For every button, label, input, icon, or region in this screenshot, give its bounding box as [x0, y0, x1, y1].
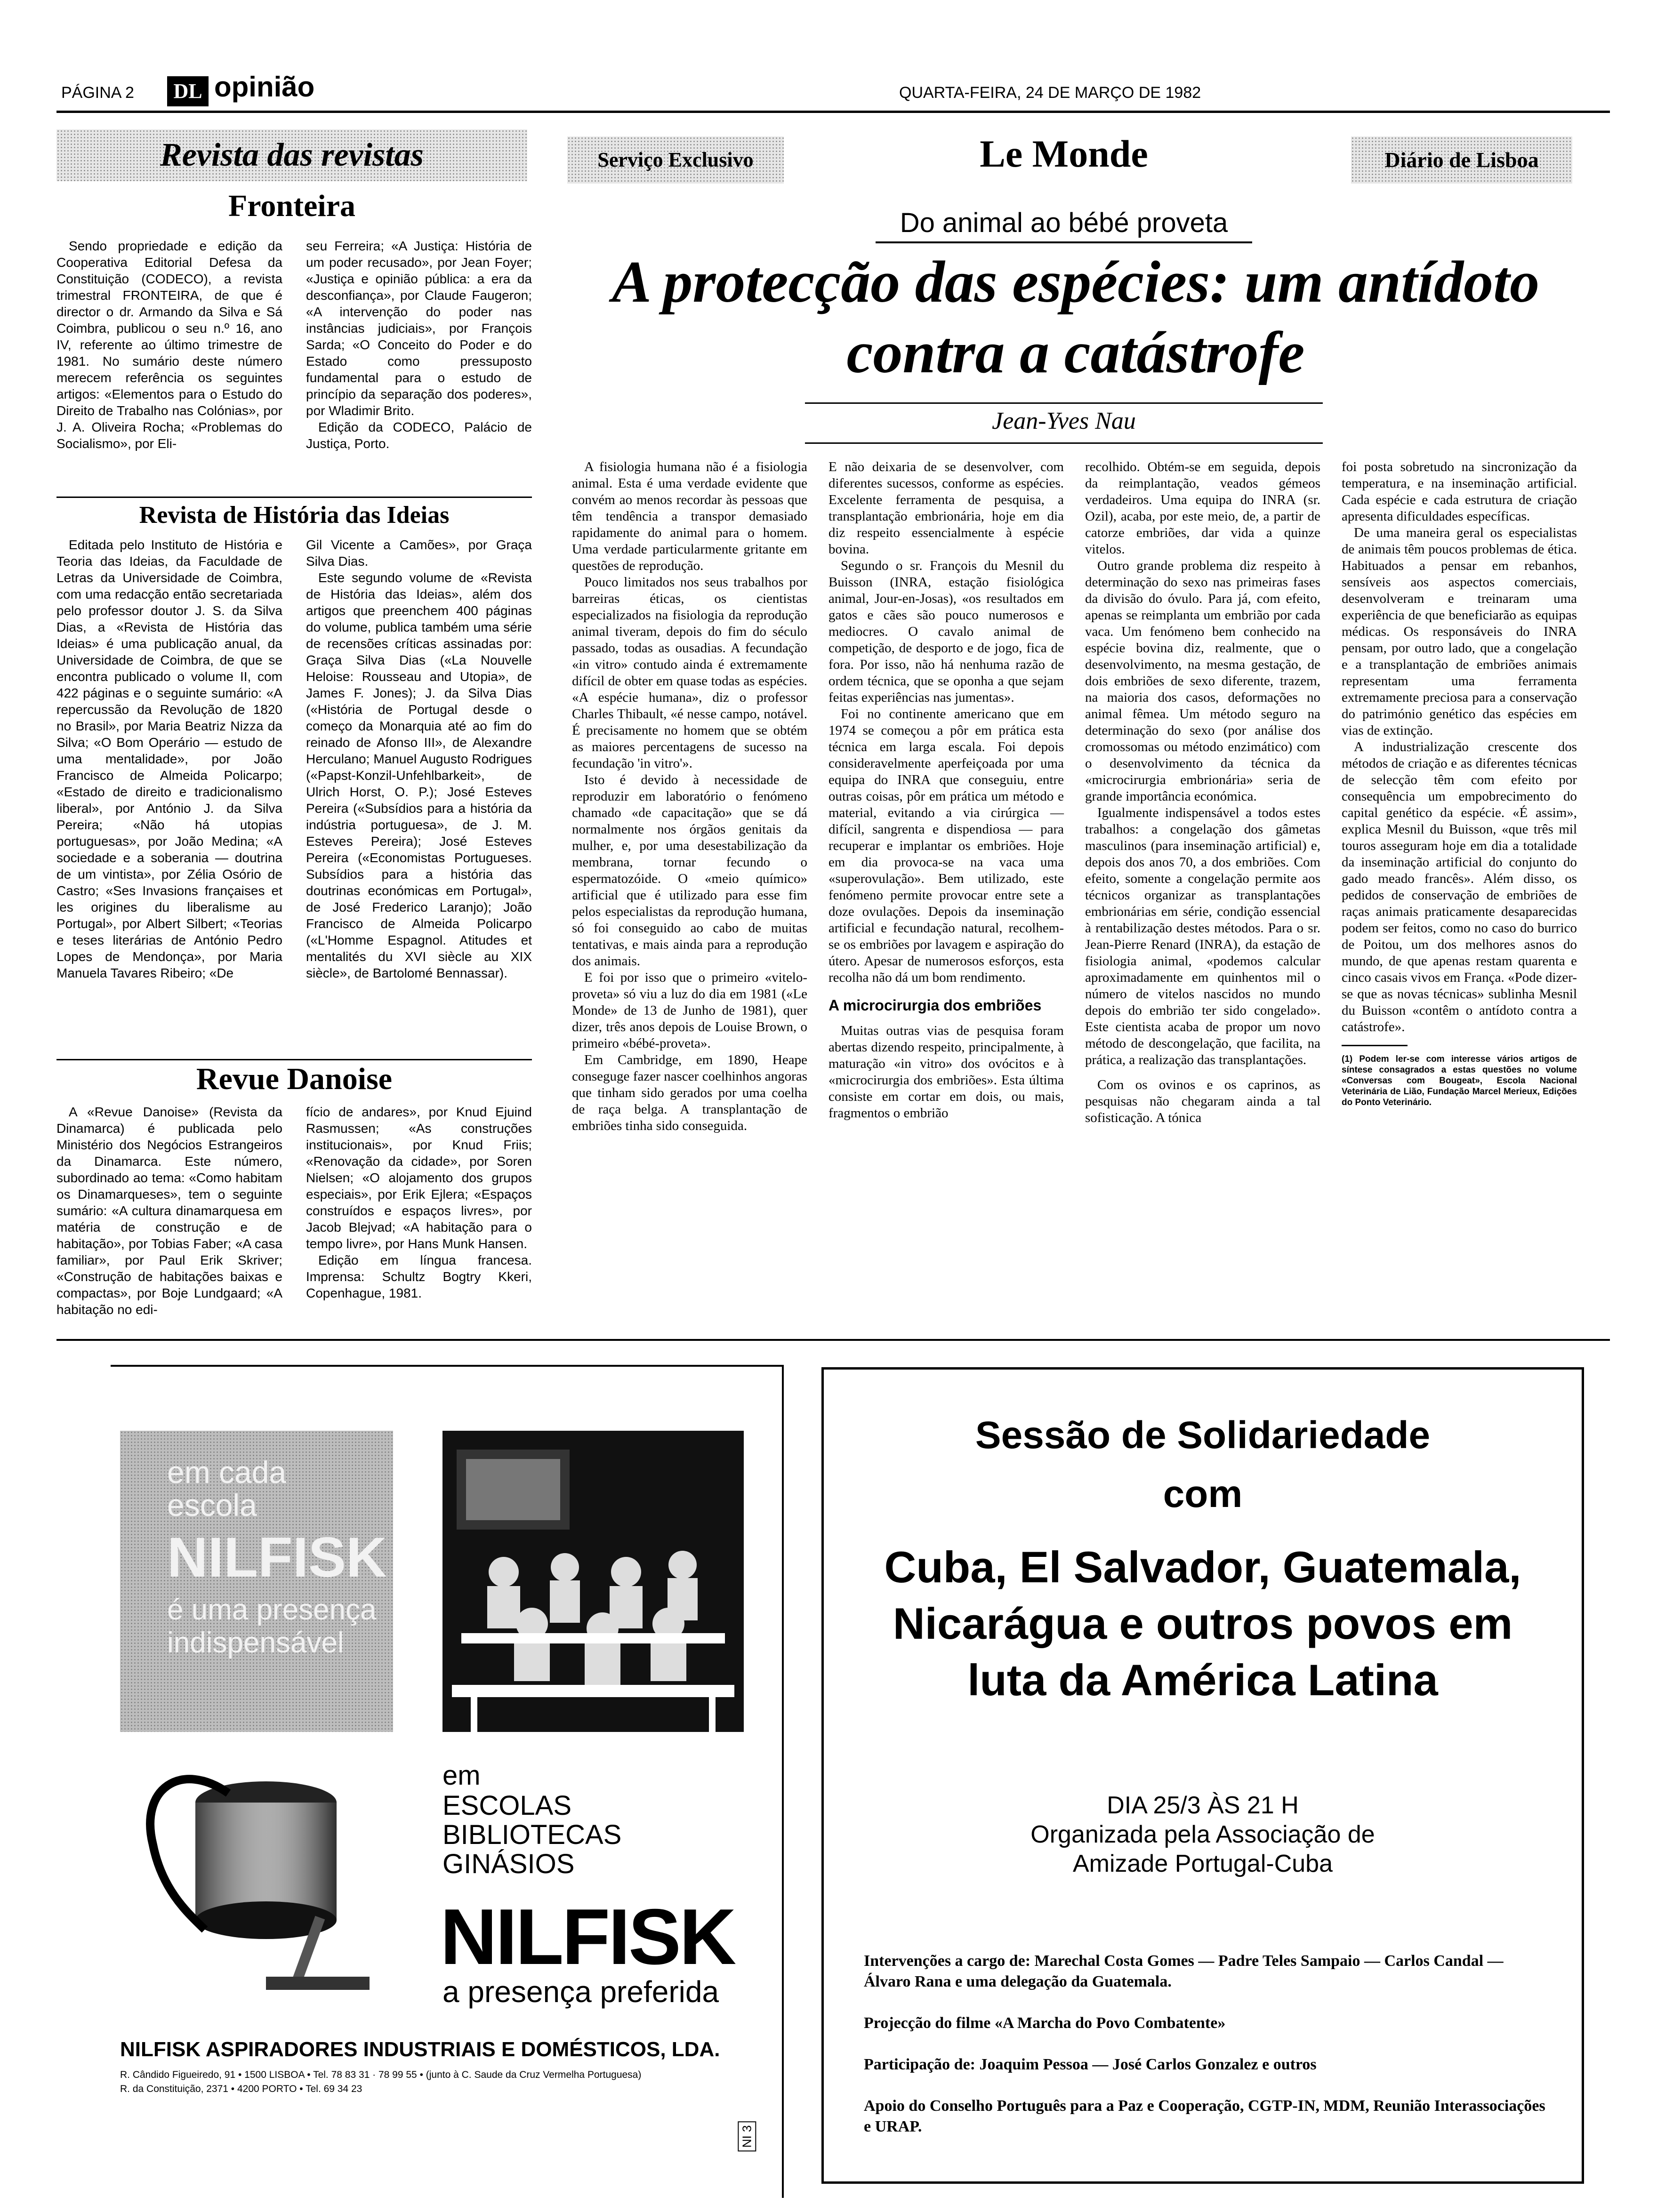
ad-title-line: Cuba, El Salvador, Guatemala,	[884, 1542, 1521, 1592]
danoise-col-1	[56, 1104, 282, 1318]
dl-logo: Diário de Lisboa	[1384, 148, 1539, 172]
article-paragraph: Pouco limitados nos seus trabalhos por barreiras éticas, os cientistas especializados na fisiologia da reprodução animal tiveram, depois do fim do século passado, todas as ousadias. A fecundação «in vitro» contudo ainda é extremamente difícil de obter em quase todas as espécies. «A espécie humana», diz o professor Charles Thibault, «é nesse campo, notável. É precisamente no homem que se obtém as maiores percentagens de sucesso na fecundação 'in vitro'».	[572, 575, 807, 771]
header-rule	[56, 111, 1610, 113]
article-paragraph: Muitas outras vias de pesquisa foram abertas dizendo respeito, principalmente, à maturação «in vitro» dos ovócitos e à «microcirurgia dos embriões». Esta última consiste em cortar em dois, ou mais, fragmentos o embrião	[828, 1023, 1064, 1121]
tag-brand: NILFISK	[167, 1526, 387, 1589]
fronteira-paragraph: Sendo propriedade e edição da Cooperativa Editorial Defesa da Constituição (CODECO), a revista trimestral FRONTEIRA, de que é director o dr. Armando da Silva e Sá Coimbra, publicou o seu n.º 16, ano IV, referente ao último trimestre de 1981. No sumário deste número merecem referência os seguintes artigos: «Elementos para o Estudo do Direito de Trabalho nas Colónias», por J. A. Oliveira Rocha; «Problemas do Socialismo», por Eli-	[56, 239, 282, 451]
page-date: QUARTA-FEIRA, 24 DE MARÇO DE 1982	[899, 84, 1201, 102]
solidariedade-ad	[821, 1367, 1584, 2184]
article-paragraph: recolhido. Obtém-se em seguida, depois da reimplantação, veados gémeos verdadeiros. Uma equipa do INRA (sr. Ozil), acaba, por este meio, de, a partir de catorze embriões, dar vida a quinze vitelos.	[1085, 459, 1320, 557]
event-organizer: Organizada pela Associação de	[1030, 1821, 1375, 1848]
article-col-2	[828, 459, 1064, 1122]
historia-col-2	[306, 537, 532, 981]
nilfisk-address-lisboa: R. Cândido Figueiredo, 91 • 1500 LISBOA • Tel. 78 83 31 · 78 99 55 • (junto à C. Saude da Cruz Vermelha Portuguesa)	[120, 2069, 642, 2080]
nilfisk-company: NILFISK ASPIRADORES INDUSTRIAIS E DOMÉSTICOS, LDA.	[120, 2038, 720, 2061]
nilfisk-tag-box	[120, 1431, 393, 1732]
ad-top-rule	[111, 1365, 784, 1367]
classroom-photo	[442, 1431, 744, 1732]
servico-banner	[567, 136, 784, 184]
servico-label: Serviço Exclusivo	[597, 148, 754, 171]
venue-item: ESCOLAS	[442, 1790, 571, 1821]
venues-em: em	[442, 1760, 481, 1791]
tag-line: é uma presença	[167, 1594, 377, 1626]
ad-title-line: luta da América Latina	[967, 1655, 1438, 1705]
ad-code: NI 3	[738, 2122, 756, 2152]
article-paragraph: A fisiologia humana não é a fisiologia animal. Esta é uma verdade evidente que convém ao menos recordar às pessoas que têm tendência a transpor demasiado rapidamente do animal para o homem. Uma verdade particularmente gritante em questões de reprodução.	[572, 459, 807, 573]
fronteira-col-1	[56, 238, 282, 452]
vacuum-cleaner-image	[125, 1751, 407, 2005]
ad-title-line: Nicarágua e outros povos em	[893, 1599, 1513, 1648]
article-col-3	[1085, 459, 1320, 1126]
venue-item: BIBLIOTECAS	[442, 1819, 622, 1850]
footnote-rule	[1342, 1045, 1408, 1046]
fronteira-paragraph: seu Ferreira; «A Justiça: História de um poder recusado», por Jean Foyer; «Justiça e opinião pública: a era da desconfiança», por Claude Faugeron; «A intervenção do poder nas instâncias judiciais», por François Sarda; «O Conceito do Poder e do Estado como pressuposto fundamental para o estudo de princípio da separação dos poderes», por Wladimir Brito.	[306, 239, 532, 418]
tag-line: escola	[167, 1488, 257, 1523]
historia-paragraph: Este segundo volume de «Revista de História das Ideias», além dos artigos que preenchem 400 páginas do volume, publica também uma série de recensões críticas assinadas por: Graça Silva Dias («La Nouvelle Heloise: Rousseau and Utopia», de James F. Jones); J. da Silva Dias («História de Portugal desde o começo da Monarquia até ao fim do reinado de Afonso III», de Alexandre Herculano; Manuel Augusto Rodrigues («Papst-Konzil-Unfehlbarkeit», de Ulrich Horst, O. P.); José Esteves Pereira («Subsídios para a história da indústria portuguesa», de J. M. Esteves Pereira); José Esteves Pereira («Economistas Portugueses. Subsídios para a história das doutrinas económicas em Portugal», de José Frederico Laranjo); João Francisco de Almeida Policarpo («L'Homme Espagnol. Atitudes et mentalités du XVI siècle au XIX siècle», de Bartolomé Bennassar).	[306, 570, 532, 980]
danoise-paragraph: fício de andares», por Knud Ejuind Rasmussen; «As construções institucionais», por Knud Friis; «Renovação da cidade», por Soren Nielsen; «O alojamento dos grupos especiais», por Erik Ejlera; «Espaços construídos e espaços livres», por Jacob Blejvad; «A habitação para o tempo livre», por Hans Munk Hansen.	[306, 1105, 532, 1251]
article-footnote: (1) Podem ler-se com interesse vários artigos de síntese consagrados a estas questões no volume «Conversas com Bougeat», Escola Nacional Veterinária de Lião, Fundação Marcel Merieux, Edições do Ponto Veterinário.	[1342, 1054, 1577, 1107]
tag-line: indispensável	[167, 1627, 344, 1659]
nilfisk-address-porto: R. da Constituição, 2371 • 4200 PORTO • Tel. 69 34 23	[120, 2084, 362, 2094]
article-paragraph: De uma maneira geral os especialistas de animais têm poucos problemas de ética. Habituados a pensar em rebanhos, sensíveis aos aspectos comerciais, desenvolveram e treinaram uma experiência de que beneficiarão as equipas médicas. Os responsáveis do INRA pensam, por outro lado, que a congelação e a transplantação de embriões animais representam uma ferramenta extremamente preciosa para a conservação do património genético das espécies em vias de extinção.	[1342, 525, 1577, 738]
article-kicker: Do animal ao bébé proveta	[876, 207, 1252, 243]
page-header	[56, 66, 1610, 118]
ad-right-rule	[782, 1365, 784, 2198]
ad-detail: Apoio do Conselho Português para a Paz e Cooperação, CGTP-IN, MDM, Reunião Interassociações e URAP.	[864, 2097, 1545, 2135]
ad-detail: Projecção do filme «A Marcha do Povo Combatente»	[864, 2014, 1226, 2032]
article-subhead: A microcirurgia dos embriões	[828, 997, 1042, 1014]
danoise-title: Revue Danoise	[196, 1062, 393, 1096]
le-monde-logo: Le Monde	[980, 132, 1148, 175]
tag-line: em cada	[167, 1455, 287, 1490]
byline-rule	[805, 442, 1323, 444]
ad-title-line: com	[1163, 1473, 1243, 1515]
ad-date-block	[824, 1791, 1582, 1878]
venues-list	[442, 1760, 621, 1879]
article-col-1	[572, 459, 807, 1134]
dl-banner	[1351, 136, 1572, 184]
byline-rule	[805, 402, 1323, 404]
nilfisk-ad	[111, 1365, 784, 2198]
ad-detail: Participação de: Joaquim Pessoa — José Carlos Gonzalez e outros	[864, 2056, 1317, 2073]
article-paragraph: Em Cambridge, em 1890, Heape conseguge fazer nascer coelhinhos angoras que tinham sido gerados por uma coelha de raça belga. A transplantação de embriões tinha sido conseguida.	[572, 1052, 807, 1133]
section-title: opinião	[214, 71, 315, 103]
ad-details	[864, 1951, 1546, 2137]
venue-item: GINÁSIOS	[442, 1849, 575, 1879]
article-author: Jean-Yves Nau	[992, 408, 1136, 434]
revista-banner	[56, 129, 527, 181]
section-logo: DL	[167, 76, 209, 106]
event-date: DIA 25/3 ÀS 21 H	[1107, 1792, 1299, 1819]
ad-title-block	[824, 1407, 1582, 1708]
historia-paragraph: Gil Vicente a Camões», por Graça Silva Dias.	[306, 537, 532, 569]
divider	[56, 497, 532, 498]
article-paragraph: foi posta sobretudo na sincronização da temperatura, e na inseminação artificial. Cada espécie e cada estrutura de criação apresenta dificuldades específicas.	[1342, 459, 1577, 524]
danoise-paragraph: A «Revue Danoise» (Revista da Dinamarca) é publicada pelo Ministério dos Negócios Estrangeiros da Dinamarca. Este número, subordinado ao tema: «Como habitam os Dinamarqueses», tem o seguinte sumário: «A cultura dinamarquesa em matéria de construção e de habitação», por Tobias Faber; «A casa familiar», por Paul Erik Skriver; «Construção de habitações baixas e compactas», por Boje Lundgaard; «A habitação no edi-	[56, 1105, 282, 1317]
ad-title-line: Sessão de Solidariedade	[975, 1414, 1431, 1457]
nilfisk-slogan: a presença preferida	[442, 1975, 719, 2009]
ad-detail: Intervenções a cargo de: Marechal Costa Gomes — Padre Teles Sampaio — Carlos Candal — Álvaro Rana e uma delegação da Guatemala.	[864, 1952, 1504, 1990]
danoise-paragraph: Edição em língua francesa. Imprensa: Schultz Bogtry Kkeri, Copenhague, 1981.	[306, 1253, 532, 1300]
article-paragraph: E foi por isso que o primeiro «vitelo-proveta» só viu a luz do dia em 1981 («Le Monde» de 13 de Junho de 1981), quer dizer, três anos depois de Louise Brown, o primeiro «bébé-proveta».	[572, 970, 807, 1051]
historia-title: Revista de História das Ideias	[139, 502, 450, 529]
article-paragraph: Igualmente indispensável a todos estes trabalhos: a congelação dos gâmetas masculinos (para inseminação artificial) e, depois dos anos 70, a dos embriões. Com efeito, somente a congelação permite aos técnicos organizar as transplantações embrionárias em série, condição essencial à rentabilização destes métodos. Para o sr. Jean-Pierre Renard (INRA), da estação de fisiologia animal, «podemos calcular aproximadamente em quinhentos mil o número de vitelos nascidos no mundo depois do embrião ter sido congelado». Este cientista acaba de propor um novo método de descongelação, que facilita, na prática, a realização das transplantações.	[1085, 805, 1320, 1067]
article-headline-1: A protecção das espécies: um antídoto	[611, 249, 1540, 315]
article-paragraph: Foi no continente americano que em 1974 se começou a pôr em prática esta técnica em larga escala. Foi depois consideravelmente aperfeiçoada por uma equipa do INRA que conseguiu, entre outras coisas, pôr em prática um método e material, evitando a via cirúrgica — difícil, sangrenta e dispendiosa — para recuperar e implantar os embriões. Hoje em dia provoca-se na vaca uma «superovulação». Bem utilizado, este fenómeno permite provocar entre sete a doze ovulações. Depois da inseminação artificial e fecundação natural, recolhem-se os embriões por lavagem e aspiração do útero. Apesar de numerosos esforços, esta recolha não dá um bom rendimento.	[828, 706, 1064, 985]
article-paragraph: Outro grande problema diz respeito à determinação do sexo nas primeiras fases da divisão do óvulo. Para já, com efeito, apenas se reimplanta um embrião por cada vaca. Um fenómeno bem conhecido na espécie bovina diz, realmente, que o desenvolvimento, na mesma gestação, de dois embriões de sexo diferente, trazem, na maioria dos casos, deformações no animal fêmea. Um método seguro na determinação do sexo (por análise dos cromossomas ou método enzimático) com o desenvolvimento da técnica da «microcirurgia embrionária» seria de grande importância económica.	[1085, 558, 1320, 804]
section-separator	[56, 1339, 1610, 1341]
article-paragraph: Segundo o sr. François du Mesnil du Buisson (INRA, estação fisiológica animal, Jour-en-Josas), «os resultados em gatos e cães são pouco numerosos e mediocres. O cavalo animal de competição, de desporto e de jogo, fica de fora. Por isso, não há nenhuma razão de ordem técnica, que se oponha a que sejam feitas experiências nas jumentas».	[828, 558, 1064, 705]
article-paragraph: Isto é devido à necessidade de reproduzir em laboratório o fenómeno chamado «de capacitação» que se dá normalmente nos órgãos genitais da mulher, e, por uma desestabilização da membrana, tornar fecundo o espermatozóide. O «meio químico» artificial que é utilizado para esse fim pelos especialistas da reprodução humana, só foi conseguido ao cabo de muitas tentativas, e mais ainda para a reprodução dos animais.	[572, 772, 807, 969]
divider	[56, 1059, 532, 1060]
historia-paragraph: Editada pelo Instituto de História e Teoria das Ideias, da Faculdade de Letras da Universidade de Coimbra, com uma redacção então secretariada pelo professor doutor J. S. da Silva Dias, a «Revista de História das Ideias» é uma publicação anual, da Universidade de Coimbra, de que se encontra publicado o volume II, com 422 páginas e o seguinte sumário: «A repercussão da Revolução de 1820 no Brasil», por Maria Beatriz Nizza da Silva; «O Bom Operário — estudo de uma mentalidade», por João Francisco de Almeida Policarpo; «Estado de direito e tradicionalismo liberal», por António J. da Silva Pereira; «Não há utopias portuguesas», por João Medina; «A sociedade e a soberania — doutrina de um vintista», por Zélia Osório de Castro; «Ses Invasions françaises et les origines du liberalisme au Portugal», por Albert Silbert; «Teorias e teses literárias de António Pedro Lopes de Mendonça», por Maria Manuela Tavares Ribeiro; «De	[56, 537, 282, 980]
event-organizer: Amizade Portugal-Cuba	[1072, 1850, 1333, 1877]
danoise-col-2	[306, 1104, 532, 1301]
article-paragraph: A industrialização crescente dos métodos de criação e as diferentes técnicas de selecção têm com efeito por consequência um empobrecimento do capital genético da espécie. «É assim», explica Mesnil du Buisson, «que três mil touros asseguram hoje em dia a totalidade da inseminação artificial do conjunto do gado meado francês». Além disso, os pedidos de conservação de embriões de raças animais praticamente desaparecidas podem ser feitos, como no caso do burrico de Poitou, um dos melhores asnos do mundo, de que apenas restam quarenta e cinco casais vivos em França. «Pode dizer-se que as novas técnicas» sublinha Mesnil du Buisson «contêm o antídoto contra a catástrofe».	[1342, 739, 1577, 1034]
article-col-4	[1342, 459, 1577, 1108]
article-headline-2: contra a catástrofe	[846, 320, 1305, 385]
nilfisk-brand: NILFISK	[440, 1892, 735, 1981]
article-paragraph: Com os ovinos e os caprinos, as pesquisas não chegaram ainda a tal sofisticação. A tónica	[1085, 1077, 1320, 1125]
fronteira-title: Fronteira	[228, 189, 356, 223]
revista-banner-title: Revista das revistas	[160, 137, 424, 173]
historia-col-1	[56, 537, 282, 981]
fronteira-col-2	[306, 238, 532, 452]
page-number: PÁGINA 2	[61, 84, 134, 102]
fronteira-paragraph: Edição da CODECO, Palácio de Justiça, Porto.	[306, 420, 532, 451]
article-paragraph: E não deixaria de se desenvolver, com diferentes sucessos, conforme as espécies. Excelente ferramenta de pesquisa, a transplantação embrionária, hoje em dia diz respeito essencialmente à espécie bovina.	[828, 459, 1064, 557]
